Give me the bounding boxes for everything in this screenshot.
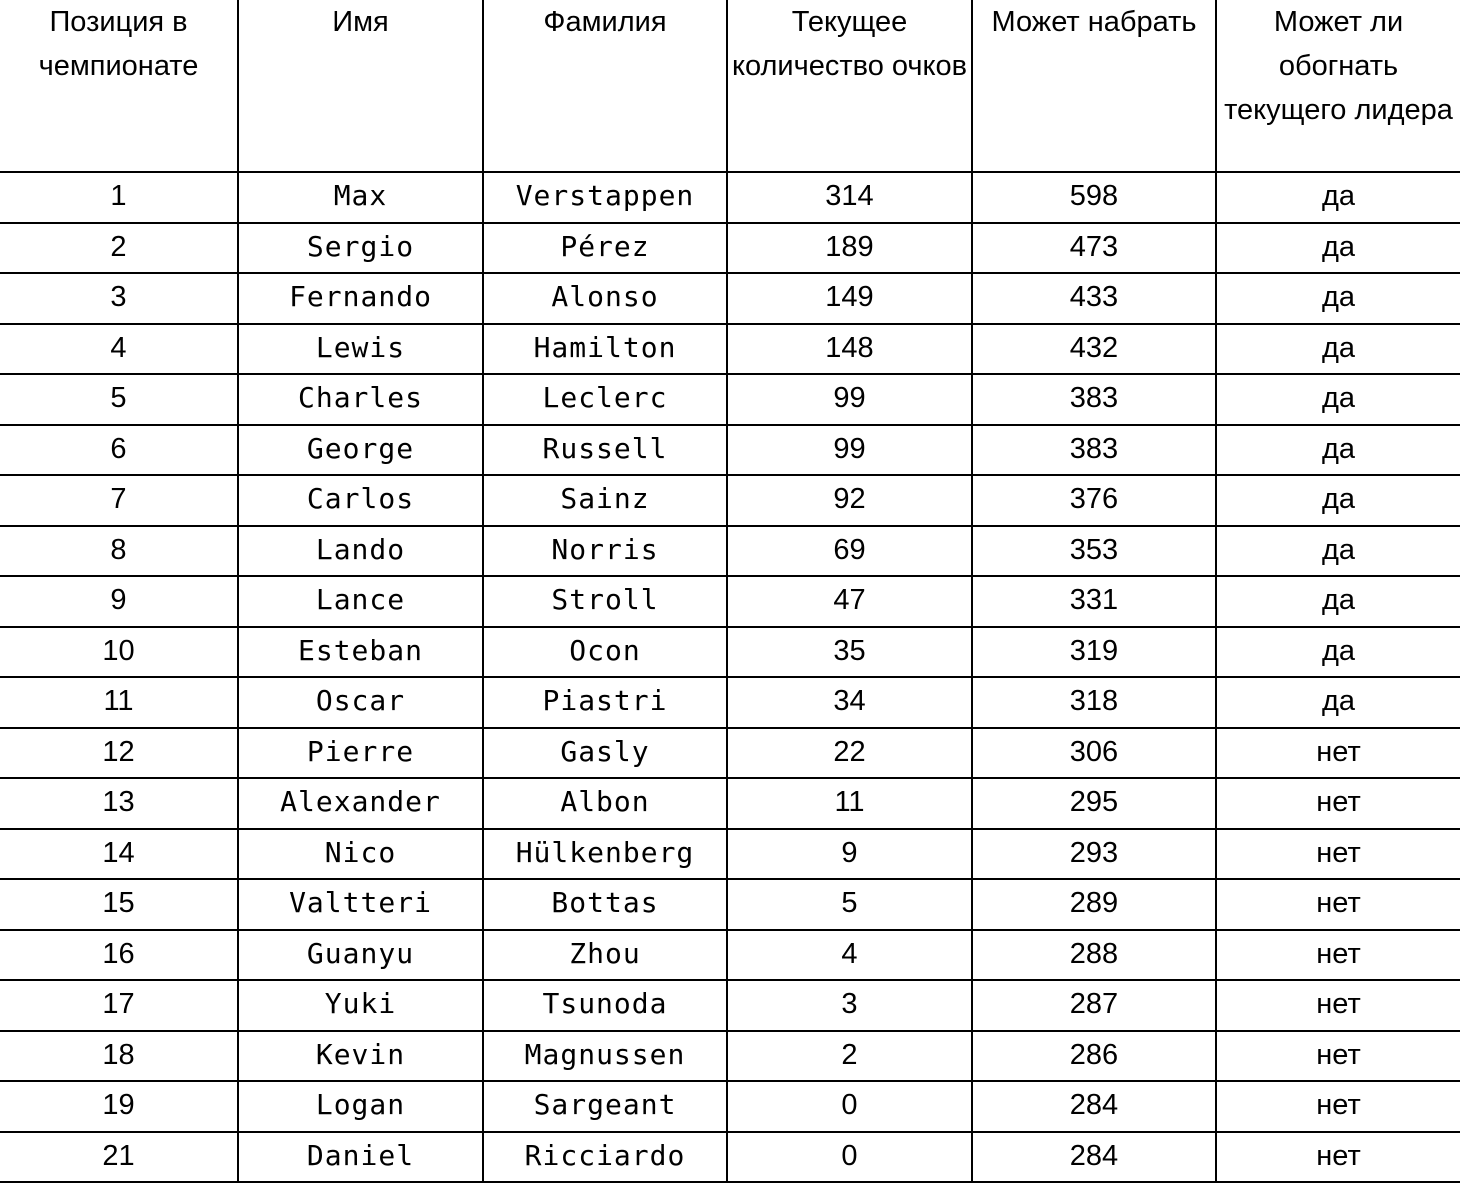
- cell-first-name: Carlos: [238, 475, 483, 526]
- cell-last-name: Verstappen: [483, 172, 727, 223]
- cell-first-name: Fernando: [238, 273, 483, 324]
- cell-last-name: Ocon: [483, 627, 727, 678]
- cell-current-points: 189: [727, 223, 972, 274]
- cell-max-points: 289: [972, 879, 1216, 930]
- cell-first-name: Charles: [238, 374, 483, 425]
- cell-current-points: 35: [727, 627, 972, 678]
- cell-position: 15: [0, 879, 238, 930]
- cell-first-name: Pierre: [238, 728, 483, 779]
- cell-last-name: Sargeant: [483, 1081, 727, 1132]
- cell-position: 3: [0, 273, 238, 324]
- cell-first-name: Yuki: [238, 980, 483, 1031]
- table-row: [0, 172, 1460, 223]
- table-row: [0, 526, 1460, 577]
- cell-current-points: 99: [727, 374, 972, 425]
- cell-first-name: Valtteri: [238, 879, 483, 930]
- cell-can-overtake: нет: [1216, 829, 1460, 880]
- cell-can-overtake: да: [1216, 324, 1460, 375]
- cell-last-name: Tsunoda: [483, 980, 727, 1031]
- cell-current-points: 4: [727, 930, 972, 981]
- cell-max-points: 287: [972, 980, 1216, 1031]
- cell-can-overtake: да: [1216, 374, 1460, 425]
- cell-current-points: 2: [727, 1031, 972, 1082]
- cell-position: 12: [0, 728, 238, 779]
- table-row: [0, 728, 1460, 779]
- cell-can-overtake: да: [1216, 576, 1460, 627]
- table-row: [0, 980, 1460, 1031]
- cell-last-name: Norris: [483, 526, 727, 577]
- cell-last-name: Piastri: [483, 677, 727, 728]
- cell-max-points: 319: [972, 627, 1216, 678]
- cell-first-name: Max: [238, 172, 483, 223]
- cell-current-points: 47: [727, 576, 972, 627]
- cell-last-name: Russell: [483, 425, 727, 476]
- header-first-name: Имя: [238, 0, 483, 172]
- cell-first-name: Guanyu: [238, 930, 483, 981]
- cell-can-overtake: нет: [1216, 980, 1460, 1031]
- cell-first-name: Lando: [238, 526, 483, 577]
- cell-can-overtake: нет: [1216, 728, 1460, 779]
- table-row: [0, 475, 1460, 526]
- cell-can-overtake: нет: [1216, 1031, 1460, 1082]
- cell-can-overtake: нет: [1216, 1132, 1460, 1183]
- table-row: [0, 778, 1460, 829]
- cell-last-name: Alonso: [483, 273, 727, 324]
- cell-last-name: Leclerc: [483, 374, 727, 425]
- cell-last-name: Magnussen: [483, 1031, 727, 1082]
- cell-max-points: 331: [972, 576, 1216, 627]
- cell-can-overtake: нет: [1216, 930, 1460, 981]
- cell-can-overtake: да: [1216, 627, 1460, 678]
- cell-max-points: 293: [972, 829, 1216, 880]
- cell-max-points: 295: [972, 778, 1216, 829]
- cell-first-name: Lewis: [238, 324, 483, 375]
- table-row: [0, 1031, 1460, 1082]
- cell-first-name: Nico: [238, 829, 483, 880]
- table-row: [0, 223, 1460, 274]
- header-current-points: Текущее количество очков: [727, 0, 972, 172]
- cell-current-points: 92: [727, 475, 972, 526]
- table-row: [0, 879, 1460, 930]
- cell-first-name: Lance: [238, 576, 483, 627]
- table-row: [0, 324, 1460, 375]
- cell-position: 7: [0, 475, 238, 526]
- cell-can-overtake: да: [1216, 425, 1460, 476]
- cell-current-points: 314: [727, 172, 972, 223]
- cell-max-points: 288: [972, 930, 1216, 981]
- cell-current-points: 0: [727, 1132, 972, 1183]
- table-row: [0, 273, 1460, 324]
- cell-first-name: Alexander: [238, 778, 483, 829]
- cell-position: 2: [0, 223, 238, 274]
- cell-current-points: 0: [727, 1081, 972, 1132]
- cell-can-overtake: да: [1216, 273, 1460, 324]
- cell-can-overtake: да: [1216, 475, 1460, 526]
- cell-current-points: 5: [727, 879, 972, 930]
- cell-first-name: Kevin: [238, 1031, 483, 1082]
- cell-current-points: 99: [727, 425, 972, 476]
- cell-max-points: 284: [972, 1081, 1216, 1132]
- table-row: [0, 425, 1460, 476]
- cell-position: 11: [0, 677, 238, 728]
- cell-max-points: 383: [972, 425, 1216, 476]
- cell-first-name: Esteban: [238, 627, 483, 678]
- header-can-overtake-leader: Может ли обогнать текущего лидера: [1216, 0, 1460, 172]
- cell-position: 9: [0, 576, 238, 627]
- cell-max-points: 383: [972, 374, 1216, 425]
- cell-position: 1: [0, 172, 238, 223]
- cell-last-name: Ricciardo: [483, 1132, 727, 1183]
- cell-last-name: Bottas: [483, 879, 727, 930]
- cell-current-points: 149: [727, 273, 972, 324]
- cell-max-points: 286: [972, 1031, 1216, 1082]
- cell-position: 14: [0, 829, 238, 880]
- cell-last-name: Stroll: [483, 576, 727, 627]
- cell-current-points: 9: [727, 829, 972, 880]
- cell-current-points: 69: [727, 526, 972, 577]
- cell-position: 16: [0, 930, 238, 981]
- cell-can-overtake: да: [1216, 526, 1460, 577]
- header-max-points: Может набрать: [972, 0, 1216, 172]
- cell-last-name: Albon: [483, 778, 727, 829]
- cell-position: 17: [0, 980, 238, 1031]
- cell-position: 5: [0, 374, 238, 425]
- cell-max-points: 353: [972, 526, 1216, 577]
- cell-last-name: Hamilton: [483, 324, 727, 375]
- cell-max-points: 376: [972, 475, 1216, 526]
- header-position: Позиция в чемпионате: [0, 0, 238, 172]
- cell-can-overtake: нет: [1216, 778, 1460, 829]
- table-body: [0, 172, 1460, 1182]
- cell-position: 8: [0, 526, 238, 577]
- cell-position: 13: [0, 778, 238, 829]
- cell-first-name: Sergio: [238, 223, 483, 274]
- cell-last-name: Hülkenberg: [483, 829, 727, 880]
- cell-max-points: 318: [972, 677, 1216, 728]
- cell-can-overtake: да: [1216, 223, 1460, 274]
- cell-position: 18: [0, 1031, 238, 1082]
- cell-max-points: 433: [972, 273, 1216, 324]
- cell-first-name: Daniel: [238, 1132, 483, 1183]
- table-row: [0, 374, 1460, 425]
- table-row: [0, 930, 1460, 981]
- cell-max-points: 432: [972, 324, 1216, 375]
- cell-position: 10: [0, 627, 238, 678]
- cell-max-points: 598: [972, 172, 1216, 223]
- cell-position: 4: [0, 324, 238, 375]
- table-row: [0, 627, 1460, 678]
- cell-current-points: 22: [727, 728, 972, 779]
- cell-max-points: 306: [972, 728, 1216, 779]
- table-row: [0, 829, 1460, 880]
- cell-can-overtake: да: [1216, 677, 1460, 728]
- cell-first-name: George: [238, 425, 483, 476]
- table-row: [0, 677, 1460, 728]
- cell-current-points: 148: [727, 324, 972, 375]
- cell-last-name: Gasly: [483, 728, 727, 779]
- cell-current-points: 3: [727, 980, 972, 1031]
- cell-position: 21: [0, 1132, 238, 1183]
- table-header-row: [0, 0, 1460, 172]
- cell-last-name: Pérez: [483, 223, 727, 274]
- cell-can-overtake: нет: [1216, 1081, 1460, 1132]
- cell-first-name: Oscar: [238, 677, 483, 728]
- cell-position: 19: [0, 1081, 238, 1132]
- cell-max-points: 284: [972, 1132, 1216, 1183]
- cell-can-overtake: да: [1216, 172, 1460, 223]
- header-last-name: Фамилия: [483, 0, 727, 172]
- cell-last-name: Zhou: [483, 930, 727, 981]
- table-row: [0, 576, 1460, 627]
- table-row: [0, 1081, 1460, 1132]
- cell-position: 6: [0, 425, 238, 476]
- cell-current-points: 34: [727, 677, 972, 728]
- cell-first-name: Logan: [238, 1081, 483, 1132]
- cell-can-overtake: нет: [1216, 879, 1460, 930]
- table-row: [0, 1132, 1460, 1183]
- cell-last-name: Sainz: [483, 475, 727, 526]
- cell-current-points: 11: [727, 778, 972, 829]
- cell-max-points: 473: [972, 223, 1216, 274]
